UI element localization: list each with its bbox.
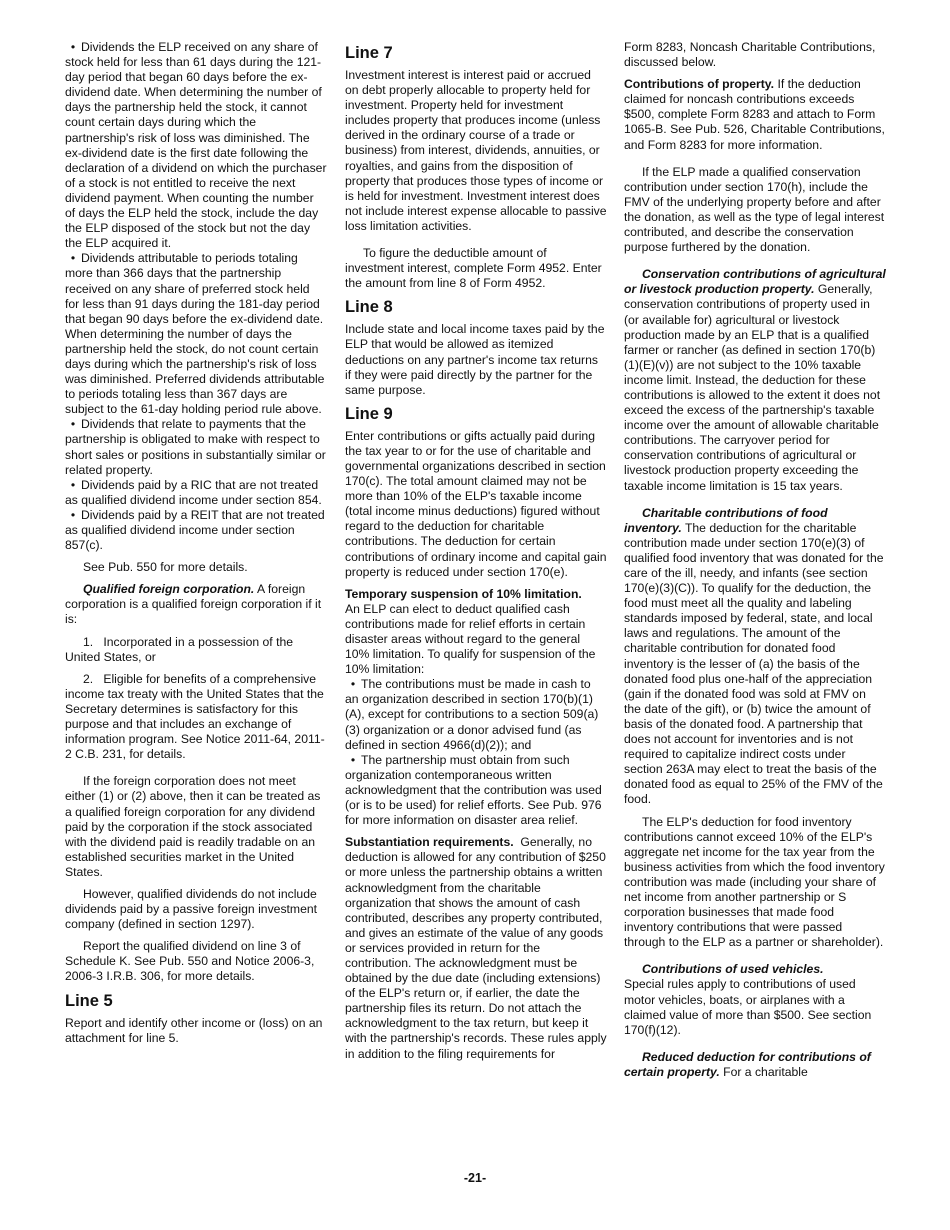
qualified-foreign-corp-para: Qualified foreign corporation. A foreign corporation is a qualified foreign corporation if it is: (65, 582, 322, 627)
passive-foreign-para: However, qualified dividends do not include dividends paid by a passive foreign investment company (defined in section 1297). (65, 886, 318, 932)
qualified-foreign-corp-heading: Qualified foreign corporation. (83, 582, 255, 597)
food-inventory-para: Charitable contributions of food inventory. The deduction for the charitable contribution made under section 170(e)(3) of qualified food inventory that was donated for the care of the ill, needy, and infants (see section 170(e)(3)(C)). To qualify for the deduction, the food must meet all the quality and labeling standards imposed by federal, state, and local laws and regulations. The amount of the charitable contribution for donated food inventory is the lesser of (a) the basis of the donated food plus one-half of the appreciation (gain if the donated food was sold at FMV on the date of the gift), or (b) twice the amount of basis of the donated food. A partnership that does not account for inventories and is not required to capitalize indirect costs under section 263A may elect to treat the basis of the donated food as equal to 25% of the FMV of the food. (624, 505, 884, 807)
column-middle (345, 40, 607, 1069)
numbered-item-2: 2. Eligible for benefits of a comprehensive income tax treaty with the United States that the Secretary determines is satisfactory for this purpose and that includes an exchange of information program. See Notice 2011-64, 2011-2 C.B. 231, for details. (65, 671, 325, 762)
column-right (624, 40, 886, 1087)
line-8-text: Include state and local income taxes paid by the ELP that would be allowed as itemized deductions on any partner's income tax returns if they were paid directly by the partner for the same purpose. (345, 322, 605, 397)
foreign-corp-tradable-para: If the foreign corporation does not meet either (1) or (2) above, then it can be treated as a qualified foreign corporation for any dividend paid by the corporation if the stock associated with the dividend paid is readily tradable on an established securities market in the United States. (65, 774, 321, 879)
line-9-heading: Line 9 (345, 404, 393, 423)
bullet-preferred-stock: • Dividends attributable to periods totaling more than 366 days that the partnership received on any share of preferred stock held for less than 91 days during the 181-day period that began 90 days before the ex-dividend date. When determining the number of days the partnership held the stock, do not count certain days during which the partnership's risk of loss was diminished. Preferred dividends attributable to periods totaling less than 367 days are subject to the 61-day holding period rule above. (65, 251, 327, 417)
line-9-text: Enter contributions or gifts actually paid during the tax year to or for the use of charitable and governmental organizations described in section 170(c). The total amount claimed may not be more than 10% of the ELP's taxable income (total income minus deductions) figured without regard to the deduction for charitable contributions. The deduction for certain contributions of ordinary income and capital gain property is reduced under section 170(e). (345, 428, 607, 579)
form-8283-continued: Form 8283, Noncash Charitable Contributions, discussed below. (624, 40, 876, 70)
reduced-deduction-heading: Reduced deduction for contributions of certain property. (624, 1049, 871, 1079)
conservation-agricultural-heading: Conservation contributions of agricultural or livestock production property. (624, 267, 886, 297)
line-8-heading: Line 8 (345, 298, 393, 317)
line-7-heading: Line 7 (345, 44, 393, 62)
food-inventory-limit-para: The ELP's deduction for food inventory contributions cannot exceed 10% of the ELP's aggregate net income for the tax year from the business activities from which the food inventory contribution was made (including your share of net income from another partnership or S corporation businesses that made food inventory contributions that were passed through to the ELP as a partner or shareholder). (624, 814, 885, 950)
bullet-cash-contributions: • The contributions must be made in cash to an organization described in section 170(b)(1)(A), except for contributions to a section 509(a)(3) organization or a donor advised fund (as defined in section 4966(d)(2)); and (345, 677, 607, 752)
used-vehicles-para: Contributions of used vehicles. Special rules apply to contributions of used motor vehicles, boats, or airplanes with a claimed value of more than $500. See section 170(f)(12). (624, 962, 872, 1037)
bullet-ric: • Dividends paid by a RIC that are not treated as qualified dividend income under section 854. (65, 478, 327, 508)
line-5-text: Report and identify other income or (loss) on an attachment for line 5. (65, 1015, 323, 1045)
temporary-suspension-para: Temporary suspension of 10% limitation. An ELP can elect to deduct qualified cash contributions made for relief efforts in certain disaster areas without regard to the general 10% limitation. To qualify for suspension of the 10% limitation: (345, 586, 596, 677)
numbered-item-1: 1. Incorporated in a possession of the United States, or (65, 634, 294, 664)
page-number: -21- (463, 1171, 487, 1185)
food-inventory-heading: Charitable contributions of food inventory. (624, 505, 828, 535)
line-5-heading: Line 5 (65, 991, 113, 1010)
bullet-acknowledgment: • The partnership must obtain from such organization contemporaneous written acknowledgment that the contribution was used (or is to be used) for relief efforts. See Pub. 976 for more information on disaster area relief. (345, 753, 607, 828)
conservation-agricultural-para: Conservation contributions of agricultural or livestock production property. Generally, conservation contributions of property used in (or available for) agricultural or livestock production made by an ELP that is a qualified farmer or rancher (as defined in section 170(b)(1)(E)(v)) are not subject to the 10% taxable income limit. Instead, the deduction for these contributions is allowed to the extent it does not exceed the excess of the partnership's taxable income over the amount of allowable charitable contributions. The carryover period for conservation contributions of agricultural or livestock production property exceeding the taxable income limitation is 15 tax years. (624, 267, 886, 493)
substantiation-para: Substantiation requirements. Generally, no deduction is allowed for any contribution of $250 or more unless the partnership obtains a written acknowledgment from the charitable organization that shows the amount of cash contributed, describes any property contributed, and gives an estimate of the value of any goods or services provided in return for the contribution. The acknowledgment must be obtained by the due date (including extensions) of the ELP's return or, if earlier, the date the partnership files its return. Do not attach the acknowledgment to the tax return, but keep it with the partnership's records. These rules apply in addition to the filing requirements for (345, 835, 607, 1061)
contributions-of-property-heading: Contributions of property. (624, 77, 775, 92)
bullet-short-sales: • Dividends that relate to payments that the partnership is obligated to make with respect to short sales or positions in substantially similar or related property. (65, 417, 327, 477)
column-left (65, 40, 327, 1053)
bullet-holding-period: • Dividends the ELP received on any share of stock held for less than 61 days during the 121-day period that began 60 days before the ex-dividend date. When determining the number of days the partnership held the stock, it cannot count certain days during which the partnership's risk of loss was diminished. The ex-dividend date is the first date following the declaration of a dividend on which the purchaser of a stock is not entitled to receive the next dividend payment. When counting the number of days the ELP held the stock, include the day the ELP disposed of the stock but not the day the ELP acquired it. (65, 40, 327, 251)
line-7-text: Investment interest is interest paid or accrued on debt properly allocable to property held for investment. Property held for investment includes property that produces income (unless derived in the ordinary course of a trade or business) from interest, dividends, annuities, or royalties, and gains from the disposition of property that produces those types of income or is held for investment. Investment interest does not include interest expense allocable to passive loss limitation activities. (345, 68, 607, 233)
used-vehicles-heading: Contributions of used vehicles. (642, 962, 824, 977)
bullet-reit: • Dividends paid by a REIT that are not treated as qualified dividend income under section 857(c). (65, 508, 327, 553)
contributions-of-property-para: Contributions of property. If the deduction claimed for noncash contributions exceeds $500, complete Form 8283 and attach to Form 1065-B. See Pub. 526, Charitable Contributions, and Form 8283 for more information. (624, 77, 885, 152)
see-pub-550: See Pub. 550 for more details. (83, 560, 248, 575)
qualified-conservation-para: If the ELP made a qualified conservation contribution under section 170(h), include the FMV of the underlying property before and after the donation, as well as the type of legal interest contributed, and describe the conservation purpose furthered by the donation. (624, 164, 885, 255)
temporary-suspension-heading: Temporary suspension of 10% limitation. (345, 586, 582, 601)
line-7-form-4952: To figure the deductible amount of investment interest, complete Form 4952. Enter the amount from line 8 of Form 4952. (345, 246, 602, 291)
substantiation-heading: Substantiation requirements. (345, 835, 514, 850)
report-qualified-dividend-para: Report the qualified dividend on line 3 of Schedule K. See Pub. 550 and Notice 2006-3, 2006-3 I.R.B. 306, for more details. (65, 939, 315, 984)
reduced-deduction-para: Reduced deduction for contributions of certain property. For a charitable (624, 1049, 871, 1079)
